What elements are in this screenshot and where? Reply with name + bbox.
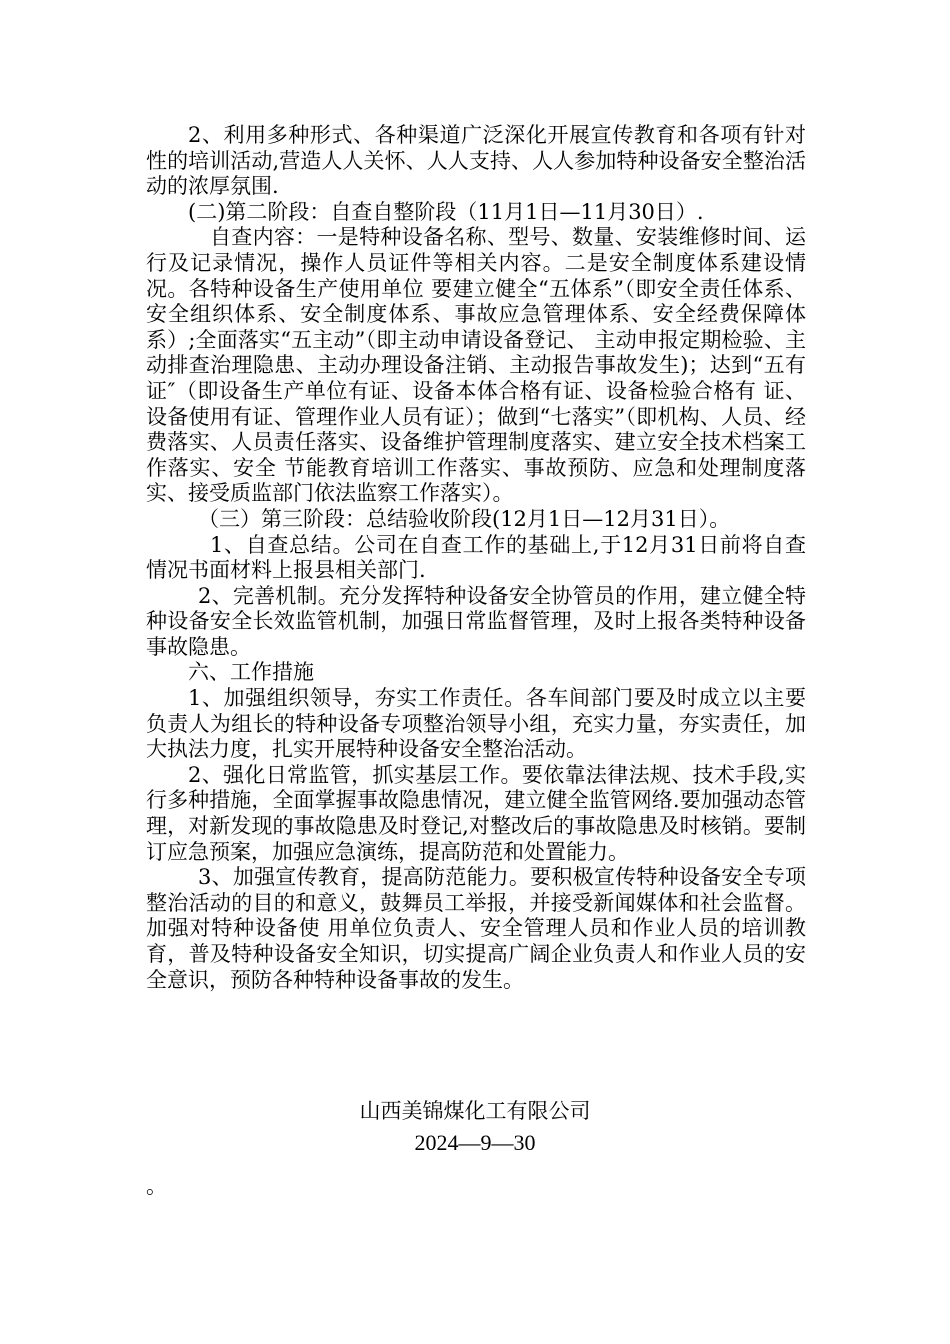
paragraph-measure-supervision: 2、强化日常监管，抓实基层工作。要依靠法律法规、技术手段,实行多种措施，全面掌握事故隐患情况，建立健全监管网络.要加强动态管理，对新发现的事故隐患及时登记,对整改后的事故隐患及时核销。要制订应急预案，加强应急演练，提高防范和处置能力。 xyxy=(146,762,806,864)
paragraph-self-check-content: 自查内容：一是特种设备名称、型号、数量、安装维修时间、运行及记录情况，操作人员证件等相关内容。二是安全制度体系建设情况。各特种设备生产使用单位 要建立健全“五体系”（即安全责任体系、安全组织体系、安全制度体系、事故应急管理体系、安全经费保障体系）;全面落实“五主动”（即主动申请设备登记、 主动申报定期检验、主动排查治理隐患、主动办理设备注销、主动报告事故发生)；达到“五有证″（即设备生产单位有证、设备本体合格有证、设备检验合格有 证、设备使用有证、管理作业人员有证）；做到“七落实”（即机构、人员、经费落实、人员责任落实、设备维护管理制度落实、建立安全技术档案工作落实、安全 节能教育培训工作落实、事故预防、应急和处理制度落实、接受质监部门依法监察工作落实）。 xyxy=(146,225,806,506)
paragraph-improve-mechanism: 2、完善机制。充分发挥特种设备安全协管员的作用，建立健全特种设备安全长效监管机制，加强日常监督管理，及时上报各类特种设备事故隐患。 xyxy=(146,583,806,659)
paragraph-self-check-summary: 1、自查总结。公司在自查工作的基础上,于12月31日前将自查情况书面材料上报县相关部门. xyxy=(146,532,806,583)
paragraph-measure-leadership: 1、加强组织领导，夯实工作责任。各车间部门要及时成立以主要负责人为组长的特种设备专项整治领导小组，充实力量，夯实责任，加大执法力度，扎实开展特种设备安全整治活动。 xyxy=(146,686,806,762)
document-body xyxy=(146,123,806,993)
section-heading-work-measures: 六、工作措施 xyxy=(188,660,314,685)
end-mark: 。 xyxy=(146,1174,167,1198)
paragraph-stage-three-heading: （三）第三阶段：总结验收阶段(12月1日—12月31日）。 xyxy=(198,506,731,531)
paragraph-publicity: 2、利用多种形式、各种渠道广泛深化开展宣传教育和各项有针对性的培训活动,营造人人关怀、人人支持、人人参加特种设备安全整治活动的浓厚氛围. xyxy=(146,123,806,199)
signature-date: 2024—9—30 xyxy=(414,1130,536,1155)
paragraph-measure-publicity: 3、加强宣传教育，提高防范能力。要积极宣传特种设备安全专项整治活动的目的和意义，鼓舞员工举报，并接受新闻媒体和社会监督。加强对特种设备使 用单位负责人、安全管理人员和作业人员的培训教育，普及特种设备安全知识，切实提高广阔企业负责人和作业人员的安全意识，预防各种特种设备事故的发生。 xyxy=(146,865,806,992)
signature-company: 山西美锦煤化工有限公司 xyxy=(359,1099,591,1123)
paragraph-stage-two-heading: (二)第二阶段：自查自整阶段（11月1日—11月30日）. xyxy=(188,199,704,224)
